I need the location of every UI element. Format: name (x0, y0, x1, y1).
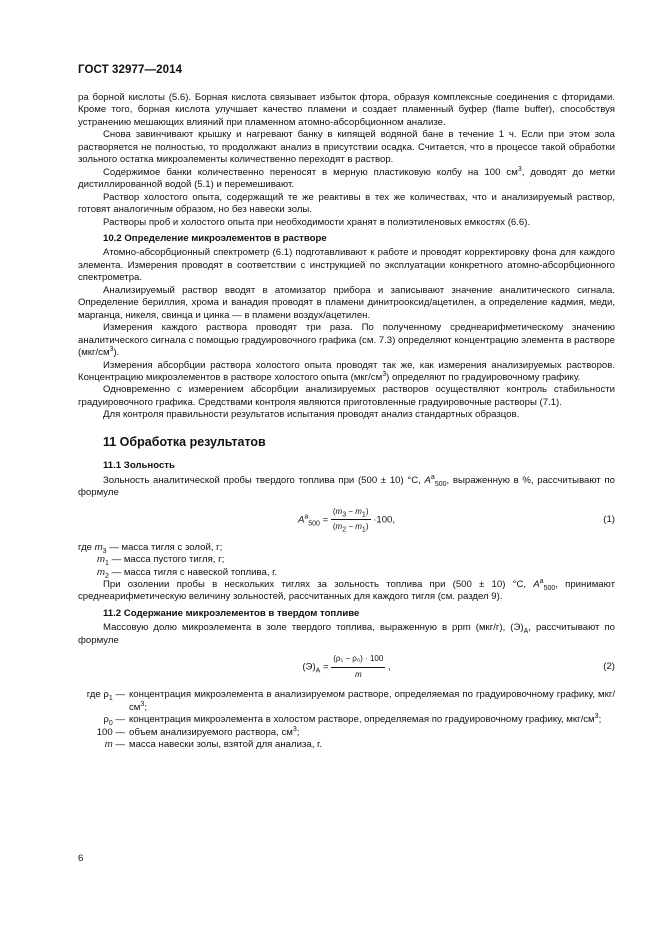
paragraph: Атомно-абсорбционный спектрометр (6.1) подготавливают к работе и проводят корректировку фона для каждого элемента. Измерения проводят в соответствии с инструкцией по эксплуатации конкретного атомно-абсорбционного спектрометра. (78, 247, 615, 284)
paragraph: Анализируемый раствор вводят в атомизатор прибора и записывают значение аналитического сигнала. Определение бериллия, хрома и ванадия проводят в пламени динитрооксид/ацетилен, а определение кадмия, меди, марганца, никеля, свинца и цинка — в пламени воздух/ацетилен. (78, 284, 615, 321)
definition-item: где $m_3$ — масса тигля с золой, г; (78, 541, 223, 555)
paragraph: Раствор холостого опыта, содержащий те же реактивы в тех же количествах, что и анализируемый раствор, готовят аналогичным образом, но без навески золы. (78, 191, 615, 216)
definition-item: $m_2$ — масса тигля с навеской топлива, г. (97, 566, 278, 580)
definitions-list-2 (78, 689, 615, 751)
paragraph: При озолении пробы в нескольких тиглях за зольность топлива при (500 ± 10) °С, $A^a_{500}$, принимают среднеарифметическую величину зольностей, рассчитанных для каждого тигля (см. раздел 9). (78, 577, 615, 603)
paragraph: Измерения абсорбции раствора холостого опыта проводят так же, как измерения анализируемых растворов. Концентрацию микроэлементов в растворе холостого опыта $(мкг/см^3)$ определяют по градуировочному графику. (78, 359, 615, 383)
document-header: ГОСТ 32977—2014 (78, 64, 183, 76)
definition-item: $m_1$ — масса пустого тигля, г; (97, 554, 225, 567)
paragraph: Содержимое банки количественно переносят в мерную пластиковую колбу на 100 $см^3$, доводят до метки дистиллированной водой (5.1) и перемешивают. (78, 165, 615, 191)
subsection-heading: 11.1 Зольность (103, 460, 175, 472)
paragraph: ра борной кислоты (5.6). Борная кислота связывает избыток фтора, образуя комплексные соединения с фторидами. Кроме того, борная кислота улучшает качество пламени и создает пламенный буфер (flame buffer), способствуя устранению мешающих влияний при пламенном атомно-абсорбционном анализе. (78, 92, 615, 128)
subsection-heading: 11.2 Содержание микроэлементов в твердом топливе (103, 607, 360, 619)
formula-number: (2) (603, 661, 615, 673)
paragraph: Измерения каждого раствора проводят три раза. По полученному среднеарифметическому значению аналитического сигнала с помощью градуировочного графика (см. 7.3) определяют концентрацию элемента в растворе $(мкг/см^3)$. (78, 322, 615, 359)
fraction: $\frac{(m_3 - m_1)}{(m_2 - m_1)}$ (332, 506, 369, 534)
definition-item: $\rho_0$ — концентрация микроэлемента в холостом растворе, определяемая по градуировочному графику, мкг/$см^3$; (103, 712, 602, 728)
paragraph: Для контроля правильности результатов испытания проводят анализ стандартных образцов. (103, 409, 520, 421)
subsection-heading: 10.2 Определение микроэлементов в растворе (103, 232, 327, 244)
definition-item: 100 — объем анализируемого раствора, $см^3$; (96, 725, 300, 738)
page-number: 6 (78, 853, 84, 864)
fraction: $\frac{\text{(ρ₁ − ρ₀) · 100}}{m}$ (333, 654, 384, 679)
paragraph: Растворы проб и холостого опыта при необходимости хранят в полиэтиленовых емкостях (6.6). (103, 216, 531, 228)
paragraph: Одновременно с измерением абсорбции анализируемых растворов осуществляют контроль стабильности градуировочного графика. Средствами контроля являются приготовленные градуировочные растворы (7.1). (78, 384, 615, 408)
paragraph: Массовую долю микроэлемента в золе твердого топлива, выраженную в ppm (мкг/г), $(Э)_А$, рассчитывают по формуле (78, 622, 615, 646)
formula-number: (1) (603, 513, 615, 525)
page-body (78, 92, 615, 751)
paragraph: Зольность аналитической пробы твердого топлива при (500 ± 10) °С, $A^a_{500}$, выраженную в %, рассчитывают по формуле (78, 473, 615, 499)
definitions-list-1 (78, 542, 615, 579)
definition-item: m — масса навески золы, взятой для анализа, г. (104, 739, 323, 751)
paragraph: Снова завинчивают крышку и нагревают банку в кипящей водяной бане в течение 1 ч. Если при этом зола растворяется не полностью, то продолжают анализ в присутствии осадка. Считается, что в процессе такой обработки зольного остатка микроэлементы количественно переходят в раствор. (78, 129, 615, 166)
definition-item: где $\rho_1$ — концентрация микроэлемента в анализируемом растворе, определяемая по градуировочному графику, мкг/$см^3$; (86, 689, 615, 713)
formula-2: $(Э)_А$ = $\frac{\text{(ρ₁ − ρ₀) · 100}}{m}$ , (2) (78, 653, 615, 685)
section-heading: 11 Обработка результатов (103, 434, 266, 449)
formula-1: $A^a_{500}$ = $\frac{(m_3 - m_1)}{(m_2 - m_1)}$ ·100, (1) (297, 506, 615, 534)
